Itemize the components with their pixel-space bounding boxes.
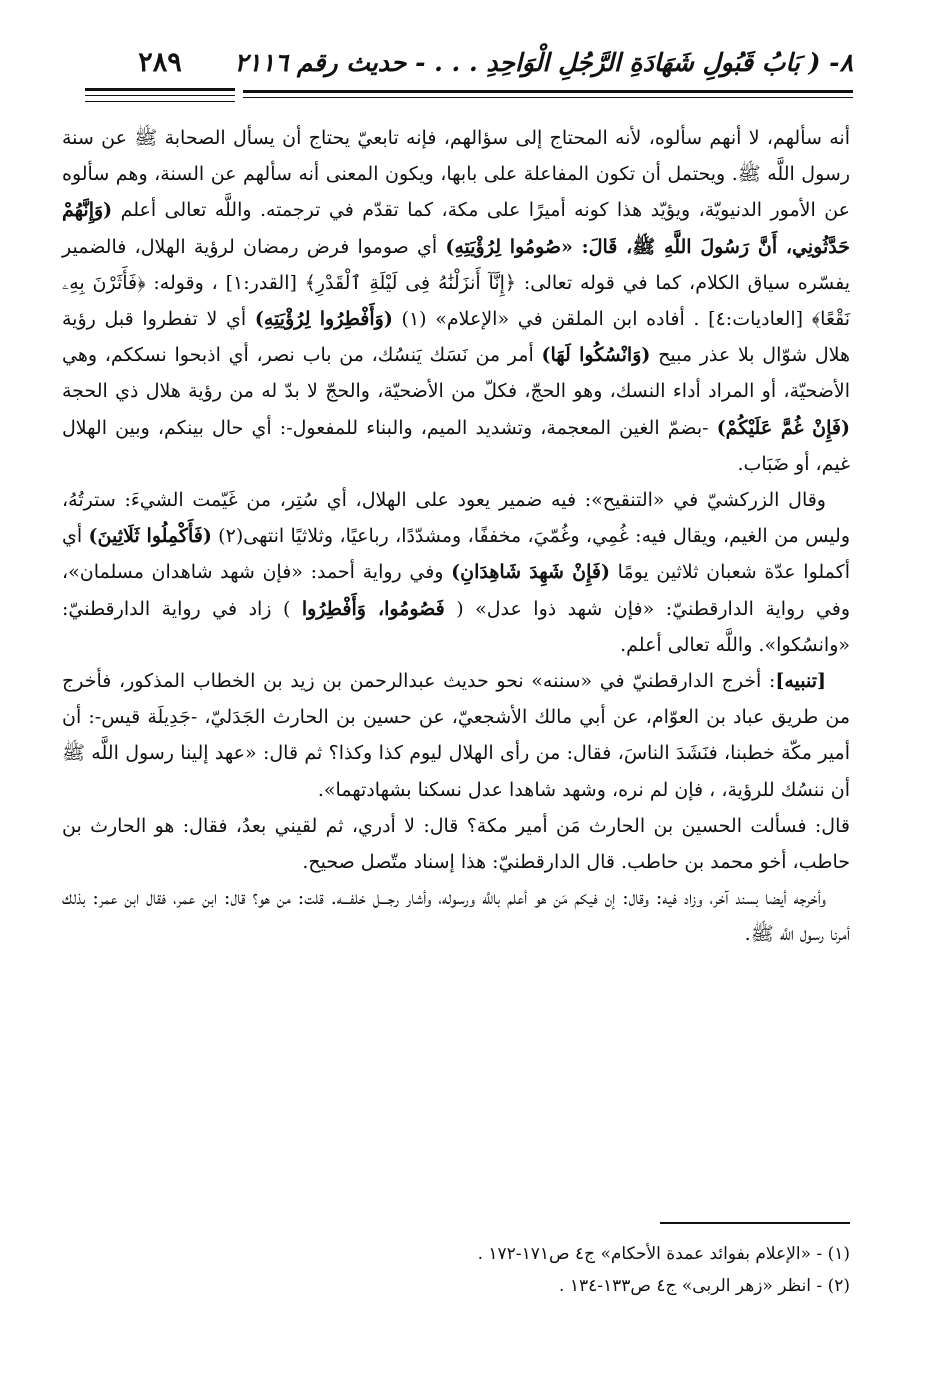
commentary-text: أي أكملوا عدّة شعبان ثلاثين يومًا xyxy=(62,525,850,584)
commentary-text: ) زاد في رواية الدارقطنيّ: «وانسُكوا». واللَّه تعالى أعلم. xyxy=(62,597,850,656)
commentary-text: أمر من نَسَك يَنسُك، من باب نصر، أي اذبحوا نسككم، وهي الأضحيّة، أو المراد أداء النسك، وهو الحجّ، فكلّ من الأضحيّة، والحجّ لا بدّ له من رؤية هلال ذي الحجة xyxy=(62,344,850,403)
header-rule xyxy=(85,88,235,91)
commentary-text: -بضمّ الغين المعجمة، وتشديد الميم، والبناء للمفعول-: أي حال بينكم، وبين الهلال غيم، أو ضَبَاب. xyxy=(62,416,850,475)
hadith-quote: [تنبيه] xyxy=(775,670,826,693)
running-title: ٨- ( بَابُ قَبُولِ شَهَادَةِ الرَّجُلِ الْوَاحِدِ . . . - حديث رقم ٢١١٦ xyxy=(234,48,853,77)
hadith-quote: فَصُومُوا، وَأَفْطِرُوا xyxy=(301,597,445,620)
hadith-quote: (وَانْسُكُوا لَهَا) xyxy=(541,344,651,367)
body-text xyxy=(62,120,850,953)
paragraph-5 xyxy=(62,880,850,952)
header-rule xyxy=(85,95,235,96)
footnote-1: (١) - «الإعلام بفوائد عمدة الأحكام» ج٤ ص١٧١-١٧٢ . xyxy=(477,1244,850,1264)
hadith-quote: (فَإِنْ غُمَّ عَلَيْكُمْ) xyxy=(716,416,850,439)
footnote-2: (٢) - انظر «زهر الربى» ج٤ ص١٣٣-١٣٤ . xyxy=(559,1276,850,1296)
footnote-separator xyxy=(660,1222,850,1224)
commentary-text: أي صوموا فرض رمضان لرؤية الهلال، فالضمير يفسّره سياق الكلام، كما في قوله تعالى: ﴿إِنَّآ أَنزَلْنَٰهُ فِى لَيْلَةِ ٱلْقَدْرِ﴾ [القدر:١] ، وقوله: ﴿فَأَثَرْنَ بِهِۦ نَقْعًا﴾ [العاديات:٤] . أفاده ابن الملقن في «الإعلام» (١) xyxy=(62,235,851,331)
paragraph-1 xyxy=(62,120,850,482)
header-rule xyxy=(85,101,235,102)
page-number: ٢٨٩ xyxy=(138,47,182,78)
hadith-quote: (فَإِنْ شَهِدَ شَاهِدَانِ) xyxy=(451,561,610,584)
page-header xyxy=(85,44,853,104)
hadith-quote: (فَأَكْمِلُوا ثَلَاثِينَ) xyxy=(88,525,212,548)
footnotes xyxy=(320,1238,850,1302)
commentary-text: أي لا تفطروا قبل رؤية هلال شوّال بلا عذر مبيح xyxy=(62,308,850,367)
commentary-text: وأخرجه أيضا بسند آخر، وزاد فيه: وقال: إن فيكم مَن هو أعلم باللَّه ورسوله، وأشار رجـــل خلفـــه. قلت: من هو؟ قال: ابن عمر، فقال ابن عمر: بذلك أمرنا رسول اللَّه ﷺ. xyxy=(62,887,850,946)
hadith-quote: (وَإِنَّهُمْ حَدَّثُونِي، أَنَّ رَسُولَ اللَّهِ ﷺ، قَالَ: «صُومُوا لِرُؤْيَتِهِ) xyxy=(62,199,850,258)
paragraph-2 xyxy=(62,482,850,663)
commentary-text: وقال الزركشيّ في «التنقيح»: فيه ضمير يعود على الهلال، أي سُتِر، من غَيّمت الشيءَ: سترتُهُ، وليس من الغيم، ويقال فيه: غُمِي، وغُمّيَ، مخففًا، ومشدّدًا، رباعيًا، وثلاثيًا انتهى(٢) xyxy=(62,489,850,548)
header-rule xyxy=(243,90,853,93)
commentary-text: أنه سألهم، لا أنهم سألوه، لأنه المحتاج إلى سؤالهم، فإنه تابعيّ يحتاج أن يسأل الصحابة ﷺ عن سنة رسول اللَّه ﷺ. ويحتمل أن تكون المفاعلة على بابها، ويكون المعنى أنه سألهم عن السنة، وهم سألوه عن الأمور الدنيويّة، ويؤيّد هذا كونه أميرًا على مكة، كما تقدّم في ترجمته. واللَّه تعالى أعلم xyxy=(62,127,850,222)
commentary-text: وفي رواية أحمد: «فإن شهد شاهدان مسلمان»، وفي رواية الدارقطنيّ: «فإن شهد ذوا عدل» ( xyxy=(62,561,850,620)
commentary-text: قال: فسألت الحسين بن الحارث مَن أمير مكة؟ قال: لا أدري، ثم لقيني بعدُ، فقال: هو الحارث بن حاطب، أخو محمد بن حاطب. قال الدارقطنيّ: هذا إسناد متّصل صحيح. xyxy=(62,814,850,874)
paragraph-4 xyxy=(62,808,850,880)
commentary-text: : أخرج الدارقطنيّ في «سننه» نحو حديث عبدالرحمن بن زيد بن الخطاب المذكور، فأخرج من طريق عباد بن العوّام، عن أبي مالك الأشجعيّ، عن حسين بن الحارث الجَدَليّ، -جَدِيلَة قيس-: أن أمير مكّة خطبنا، فنَشَدَ الناسَ، فقال: من رأى الهلال ليوم كذا وكذا؟ ثم قال: «عهد إلينا رسول اللَّه ﷺ أن ننسُك للرؤية، ، فإن لم نره، وشهد شاهدا عدل نسكنا بشهادتهما». xyxy=(62,670,850,801)
header-rule xyxy=(243,97,853,98)
paragraph-3 xyxy=(62,663,850,808)
hadith-quote: (وَأَفْطِرُوا لِرُؤْيَتِهِ) xyxy=(254,308,393,331)
